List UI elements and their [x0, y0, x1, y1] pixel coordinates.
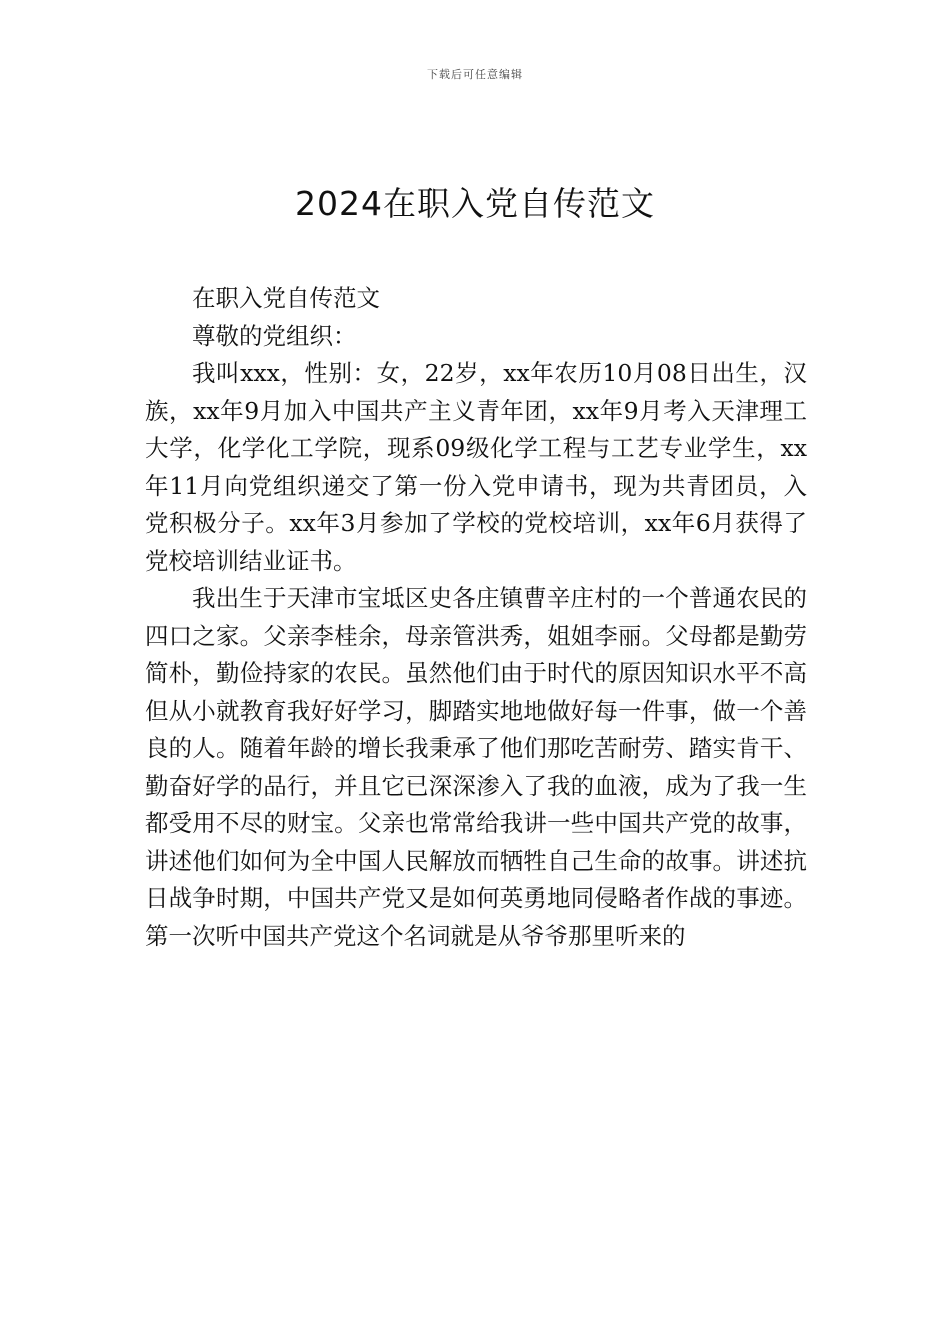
salutation-paragraph: 尊敬的党组织：	[192, 321, 357, 350]
subtitle-paragraph: 在职入党自传范文	[192, 284, 380, 312]
family-paragraph: 我出生于天津市宝坻区史各庄镇曹辛庄村的一个普通农民的四口之家。父亲李桂余，母亲管洪秀，姐姐李丽。父母都是勤劳简朴，勤俭持家的农民。虽然他们由于时代的原因知识水平不高但从小就教育我好好学习，脚踏实地地做好每一件事，做一个善良的人。随着年龄的增长我秉承了他们那吃苦耐劳、踏实肯干、勤奋好学的品行，并且它已深深渗入了我的血液，成为了我一生都受用不尽的财宝。父亲也常常给我讲一些中国共产党的故事，讲述他们如何为全中国人民解放而牺牲自己生命的故事。讲述抗日战争时期，中国共产党又是如何英勇地同侵略者作战的事迹。第一次听中国共产党这个名词就是从爷爷那里听来的	[145, 584, 807, 950]
document-title: 2024在职入党自传范文	[295, 184, 655, 223]
document-body	[145, 280, 807, 955]
intro-paragraph: 我叫xxx，性别：女，22岁，xx年农历10月08日出生，汉族，xx年9月加入中国共产主义青年团，xx年9月考入天津理工大学，化学化工学院，现系09级化学工程与工艺专业学生，xx年11月向党组织递交了第一份入党申请书，现为共青团员，入党积极分子。xx年3月参加了学校的党校培训，xx年6月获得了党校培训结业证书。	[145, 359, 807, 575]
header-note: 下载后可任意编辑	[427, 68, 523, 81]
